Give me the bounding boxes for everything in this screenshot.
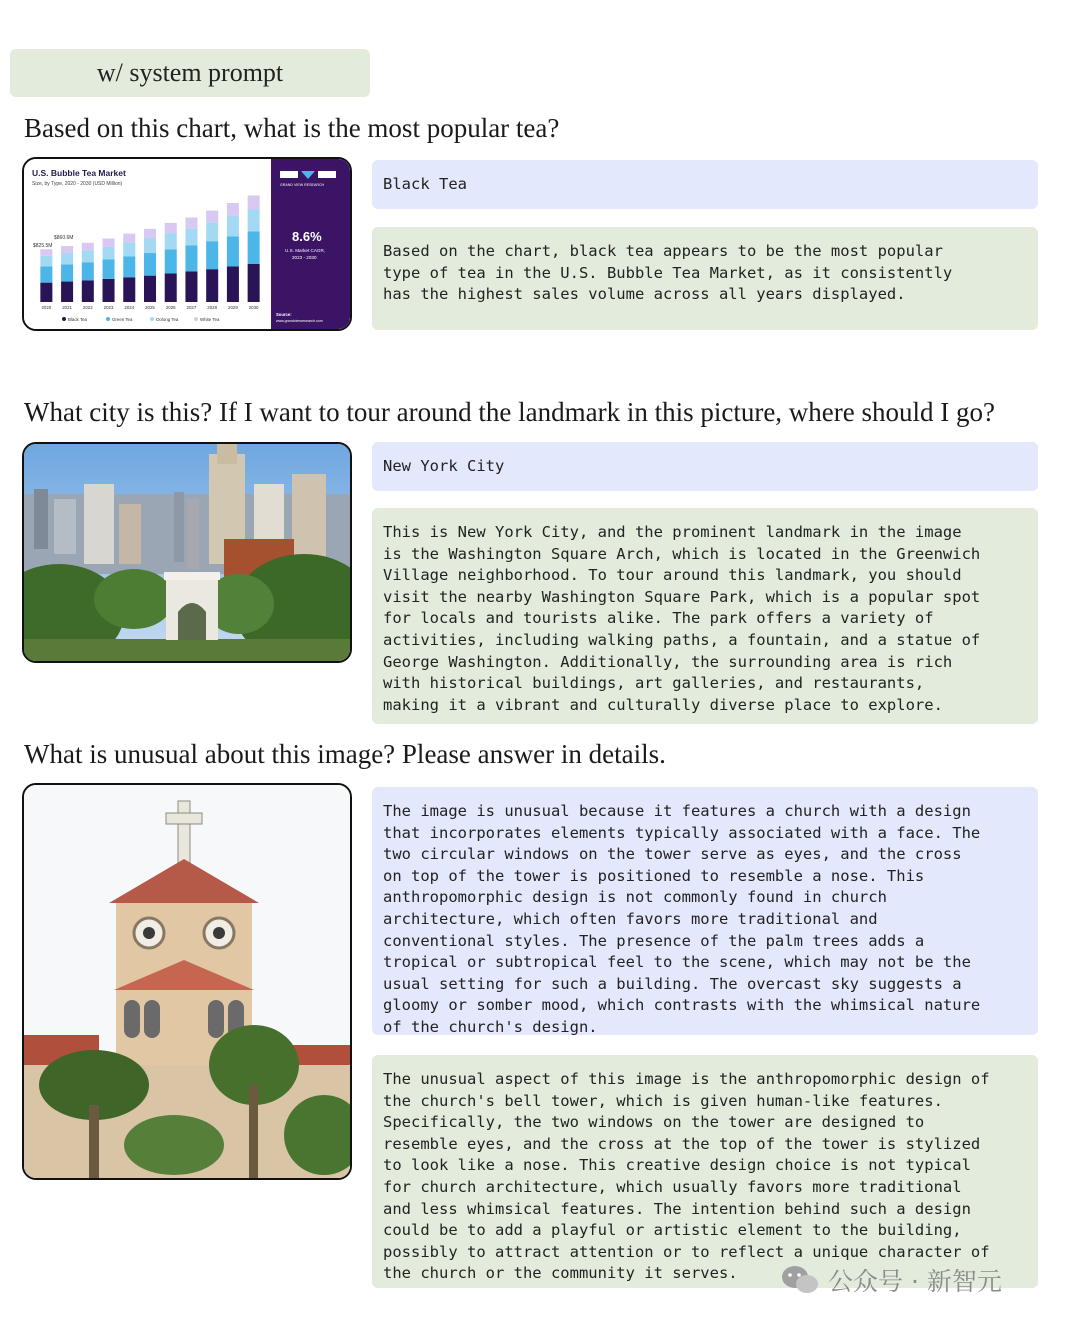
short-answer-1: Black Tea	[372, 160, 1038, 209]
bar-black-tea-2027	[185, 271, 197, 302]
answer-3a: The image is unusual because it features a church with a design that incorporates elements typically associated with a face. The two circular windows on the tower serve as eyes, and the cross on top of the tower is positioned to resemble a nose. This anthropomorphic design is not commonly found in church architecture, which often favors more traditional and conventional styles. The presence of the palm trees adds a tropical or subtropical feel to the scene, which may not be the usual setting for such a building. The overcast sky suggests a gloomy or somber mood, which contrasts with the whimsical nature of the church's design.	[372, 787, 1038, 1035]
bar-black-tea-2020	[40, 283, 52, 302]
face-church-illustration	[24, 785, 350, 1178]
question-1: Based on this chart, what is the most popular tea?	[24, 113, 560, 143]
bar-black-tea-2023	[103, 279, 115, 302]
bar-oolong-tea-2029	[227, 216, 239, 236]
bar-oolong-tea-2021	[61, 253, 73, 264]
washington-square-photo	[22, 442, 352, 663]
bar-oolong-tea-2026	[165, 233, 177, 249]
bar-green-tea-2022	[82, 262, 94, 280]
chart-cagr-label-1: U.S. Market CAGR,	[285, 248, 326, 253]
bar-black-tea-2028	[206, 269, 218, 302]
chart-cagr-label-2: 2023 - 2030	[292, 255, 317, 260]
bar-white-tea-2028	[206, 211, 218, 223]
bar-white-tea-2022	[82, 243, 94, 251]
long-answer-1: Based on the chart, black tea appears to be the most popular type of tea in the U.S. Bubble Tea Market, as it consistently has the highest sales volume across all years displayed.	[372, 227, 1038, 330]
legend-label: White Tea	[200, 316, 220, 322]
bar-green-tea-2027	[185, 246, 197, 272]
question-2: What city is this? If I want to tour around the landmark in this picture, where should I go?	[24, 397, 995, 427]
legend-label: Green Tea	[112, 316, 133, 322]
question-3: What is unusual about this image? Please answer in details.	[24, 739, 666, 769]
x-tick-label: 2027	[186, 305, 197, 310]
bar-green-tea-2025	[144, 253, 156, 276]
legend-swatch	[194, 317, 198, 321]
bar-black-tea-2021	[61, 282, 73, 302]
bar-white-tea-2026	[165, 223, 177, 233]
bar-white-tea-2027	[185, 218, 197, 229]
x-tick-label: 2020	[41, 305, 52, 310]
bubble-tea-chart-image	[22, 157, 352, 331]
bar-oolong-tea-2030	[248, 209, 260, 231]
x-tick-label: 2021	[62, 305, 72, 310]
bar-black-tea-2024	[123, 277, 135, 302]
bar-green-tea-2020	[40, 266, 52, 282]
bar-black-tea-2030	[248, 264, 260, 302]
chart-title: U.S. Bubble Tea Market	[32, 168, 126, 178]
bar-white-tea-2029	[227, 203, 239, 216]
chart-subtitle: Size, by Type, 2020 - 2030 (USD Million)	[32, 181, 123, 187]
x-tick-label: 2026	[165, 305, 176, 310]
watermark-text: 公众号 · 新智元	[828, 1267, 1002, 1296]
x-tick-label: 2030	[248, 305, 259, 310]
answer-3b: The unusual aspect of this image is the anthropomorphic design of the church's bell tower, which is given human-like features. Specifically, the two windows on the tower are designed to resemble eyes, and the cross at the top of the tower is stylized to look like a nose. This creative design choice is not typical for church architecture, which usually favors more traditional and less whimsical features. The intention behind such a design could be to add a playful or artistic element to the building, possibly to attract attention or to reflect a unique character of the church or the community it serves.	[372, 1055, 1038, 1288]
bubble-tea-chart	[24, 159, 350, 329]
chart-source-label: Source:	[276, 312, 292, 317]
legend-label: Black Tea	[68, 316, 87, 322]
x-tick-label: 2023	[103, 305, 114, 310]
legend-swatch	[150, 317, 154, 321]
washington-square-illustration	[24, 444, 350, 661]
x-tick-label: 2028	[207, 305, 218, 310]
bar-white-tea-2030	[248, 195, 260, 209]
chart-cagr-value: 8.6%	[292, 229, 322, 244]
bar-oolong-tea-2020	[40, 256, 52, 267]
church-photo	[22, 783, 352, 1180]
bar-oolong-tea-2022	[82, 250, 94, 262]
short-answer-2: New York City	[372, 442, 1038, 491]
bar-white-tea-2025	[144, 229, 156, 238]
chart-annotation-1: $860.6M	[54, 235, 74, 241]
bar-white-tea-2023	[103, 239, 115, 247]
wechat-icon	[780, 1264, 820, 1296]
long-answer-2: This is New York City, and the prominent landmark in the image is the Washington Square Arch, which is located in the Greenwich Village neighborhood. To tour around this landmark, you should visit the nearby Washington Square Park, which is a popular spot for locals and tourists alike. The park offers a variety of activities, including walking paths, a fountain, and a statue of George Washington. Additionally, the surrounding area is rich with historical buildings, art galleries, and restaurants, making it a vibrant and culturally diverse place to explore.	[372, 508, 1038, 724]
bar-green-tea-2021	[61, 264, 73, 281]
legend-swatch	[62, 317, 66, 321]
tall-building-left	[84, 484, 114, 564]
wechat-watermark	[780, 1262, 1002, 1298]
bar-green-tea-2024	[123, 256, 135, 277]
bar-black-tea-2029	[227, 266, 239, 302]
legend-swatch	[106, 317, 110, 321]
bar-black-tea-2022	[82, 280, 94, 302]
grand-view-research-logo-icon	[280, 171, 336, 179]
bar-oolong-tea-2025	[144, 238, 156, 253]
bar-oolong-tea-2027	[185, 228, 197, 245]
bar-white-tea-2024	[123, 234, 135, 243]
system-prompt-label: w/ system prompt	[10, 49, 370, 97]
x-tick-label: 2029	[228, 305, 238, 310]
bar-green-tea-2026	[165, 249, 177, 273]
bar-black-tea-2025	[144, 276, 156, 302]
chart-annotation-2: $825.5M	[33, 243, 53, 249]
bar-green-tea-2029	[227, 236, 239, 266]
bar-green-tea-2023	[103, 259, 115, 278]
bar-oolong-tea-2028	[206, 222, 218, 241]
washington-square-arch	[164, 572, 220, 640]
bar-oolong-tea-2023	[103, 247, 115, 260]
chart-source-url: www.grandviewresearch.com	[276, 319, 323, 323]
chart-brand: GRAND VIEW RESEARCH	[280, 183, 325, 187]
bar-green-tea-2030	[248, 232, 260, 264]
bar-white-tea-2020	[40, 249, 52, 255]
x-tick-label: 2024	[124, 305, 135, 310]
legend-label: Oolong Tea	[156, 316, 179, 322]
bar-green-tea-2028	[206, 241, 218, 269]
bar-white-tea-2021	[61, 246, 73, 253]
x-tick-label: 2022	[82, 305, 93, 310]
bar-black-tea-2026	[165, 273, 177, 302]
bar-oolong-tea-2024	[123, 242, 135, 256]
x-tick-label: 2025	[145, 305, 155, 310]
